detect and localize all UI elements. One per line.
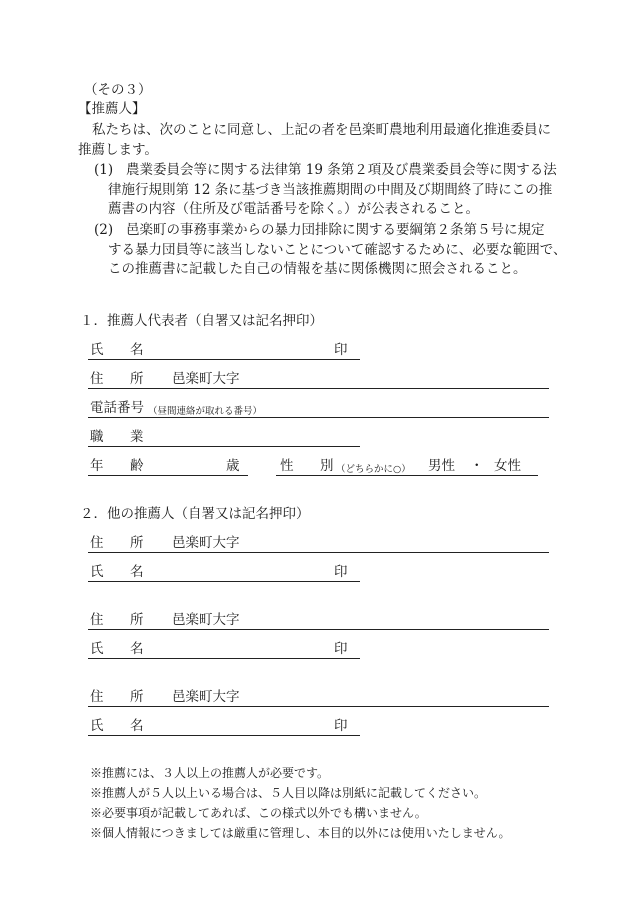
intro-line-2: 推薦します。	[78, 142, 158, 158]
intro-line-1: 私たちは、次のことに同意し、上記の者を邑楽町農地利用最適化推進委員に	[92, 122, 551, 138]
consent-1-line-2: 律施行規則第 12 条に基づき当該推薦期間の中間及び期間終了時にこの推	[108, 182, 553, 198]
rep-sex-label-1: 性	[280, 458, 294, 474]
rep-age-label-1: 年	[90, 458, 104, 474]
rep-name-label-2: 名	[130, 342, 144, 358]
rep-sex-female[interactable]: 女性	[494, 458, 521, 474]
section-label: 【推薦人】	[78, 101, 146, 117]
note-2: ※推薦人が５人以上いる場合は、５人目以降は別紙に記載してください。	[90, 786, 487, 800]
rep-sex-separator: ・	[470, 458, 484, 474]
rep-phone-field[interactable]	[88, 417, 549, 418]
rep-sex-field	[276, 475, 538, 476]
other-1-seal: 印	[334, 564, 348, 580]
other-2-name-label-1: 氏	[90, 641, 104, 657]
rep-seal: 印	[334, 342, 348, 358]
other-3-address-field[interactable]	[88, 706, 549, 707]
consent-1-number: (1)	[94, 162, 114, 178]
rep-job-label-2: 業	[130, 429, 144, 445]
other-2-address-prefix: 邑楽町大字	[172, 612, 240, 628]
consent-1-line-3: 薦書の内容（住所及び電話番号を除く。）が公表されること。	[108, 201, 479, 217]
other-1-address-label-2: 所	[130, 535, 144, 551]
other-1-address-prefix: 邑楽町大字	[172, 535, 240, 551]
other-2-seal: 印	[334, 641, 348, 657]
other-2-name-field[interactable]	[88, 658, 360, 659]
other-2-address-label-1: 住	[90, 612, 104, 628]
consent-1-line-1: 農業委員会等に関する法律第 19 条第２項及び農業委員会等に関する法	[126, 162, 557, 178]
rep-age-field[interactable]	[88, 475, 248, 476]
rep-sex-male[interactable]: 男性	[428, 458, 455, 474]
other-1-address-label-1: 住	[90, 535, 104, 551]
other-3-seal: 印	[334, 718, 348, 734]
rep-job-field[interactable]	[88, 446, 360, 447]
rep-address-label-2: 所	[130, 371, 144, 387]
rep-name-label-1: 氏	[90, 342, 104, 358]
other-1-address-field[interactable]	[88, 552, 549, 553]
part-label: （その３）	[84, 82, 152, 98]
rep-sex-label-2: 別	[320, 458, 334, 474]
note-4: ※個人情報につきましては厳重に管理し、本目的以外には使用いたしません。	[90, 826, 511, 840]
consent-2-line-1: 邑楽町の事務事業からの暴力団排除に関する要綱第２条第５号に規定	[126, 222, 545, 238]
rep-address-prefix: 邑楽町大字	[172, 371, 240, 387]
note-3: ※必要事項が記載してあれば、この様式以外でも構いません。	[90, 806, 427, 820]
rep-job-label-1: 職	[90, 429, 104, 445]
rep-age-unit: 歳	[226, 458, 240, 474]
other-3-address-label-2: 所	[130, 689, 144, 705]
rep-sex-note: （どちらかに○）	[336, 464, 411, 475]
consent-2-line-2: する暴力団員等に該当しないことについて確認するために、必要な範囲で、	[108, 242, 567, 258]
other-1-name-label-1: 氏	[90, 564, 104, 580]
consent-2-number: (2)	[94, 222, 114, 238]
others-heading: ２．他の推薦人（自署又は記名押印）	[80, 506, 310, 522]
other-2-name-label-2: 名	[130, 641, 144, 657]
rep-phone-label: 電話番号	[90, 400, 144, 416]
other-3-name-label-2: 名	[130, 718, 144, 734]
rep-phone-note: （昼間連絡が取れる番号）	[148, 406, 263, 417]
note-1: ※推薦には、３人以上の推薦人が必要です。	[90, 766, 330, 780]
other-3-address-prefix: 邑楽町大字	[172, 689, 240, 705]
other-3-name-field[interactable]	[88, 735, 360, 736]
other-3-name-label-1: 氏	[90, 718, 104, 734]
rep-age-label-2: 齢	[130, 458, 144, 474]
representative-heading: １．推薦人代表者（自署又は記名押印）	[80, 313, 323, 329]
other-2-address-field[interactable]	[88, 629, 549, 630]
other-1-name-label-2: 名	[130, 564, 144, 580]
other-1-name-field[interactable]	[88, 581, 360, 582]
rep-name-field[interactable]	[88, 359, 360, 360]
consent-2-line-3: この推薦書に記載した自己の情報を基に関係機関に照会されること。	[108, 261, 527, 277]
rep-address-field[interactable]	[88, 388, 549, 389]
other-2-address-label-2: 所	[130, 612, 144, 628]
other-3-address-label-1: 住	[90, 689, 104, 705]
rep-address-label-1: 住	[90, 371, 104, 387]
